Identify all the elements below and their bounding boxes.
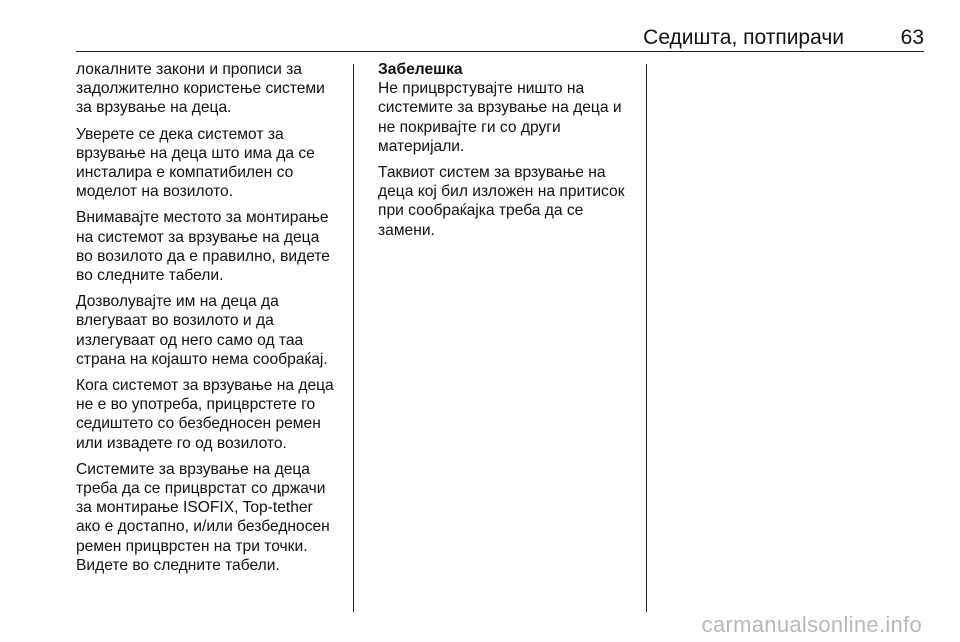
page-number: 63	[900, 26, 924, 49]
note-heading: Забелешка	[378, 61, 463, 78]
column-divider	[353, 64, 354, 612]
paragraph-traffic-side: Дозволувајте им на деца да влегуваат во возилото и да излегуваат од него само од таа страна на којашто нема сообраќај.	[76, 293, 328, 368]
page-header	[76, 0, 924, 52]
paragraph-mounting-position: Внимавајте местото за монтирање на системот за врзување на деца во возилото да е правилно, видете во следните табели.	[76, 209, 330, 285]
left-column	[76, 60, 346, 582]
paragraph-not-in-use: Кога системот за врзување на деца не е во употреба, прицврстете го седиштето со безбедносен ремен или извадете го од возилото.	[76, 377, 334, 452]
paragraph-replace-after-accident: Таквиот систем за врзување на деца кој бил изложен на притисок при сообраќајка треба да се замени.	[378, 164, 625, 239]
watermark: carmanualsonline.info	[701, 612, 922, 637]
paragraph-compatibility: Уверете се дека системот за врзување на деца што има да се инсталира е компатибилен со моделот на возилото.	[76, 125, 315, 201]
paragraph-local-laws: локалните закони и прописи за задолжително користење системи за врзување на деца.	[76, 61, 325, 117]
paragraph-isofix: Системите за врзување на деца треба да се прицврстат со држачи за монтирање ISOFIX, Top-tether ако е достапно, и/или безбедносен ремен прицврстен на три точки. Видете во следните табели.	[76, 460, 330, 574]
section-title: Седишта, потпирачи	[643, 26, 844, 49]
paragraph-do-not-attach: Не прицврстувајте ништо на системите за врзување на деца и не покривајте ги со други материјали.	[378, 80, 622, 155]
column-divider	[646, 64, 647, 612]
right-column	[378, 60, 640, 247]
